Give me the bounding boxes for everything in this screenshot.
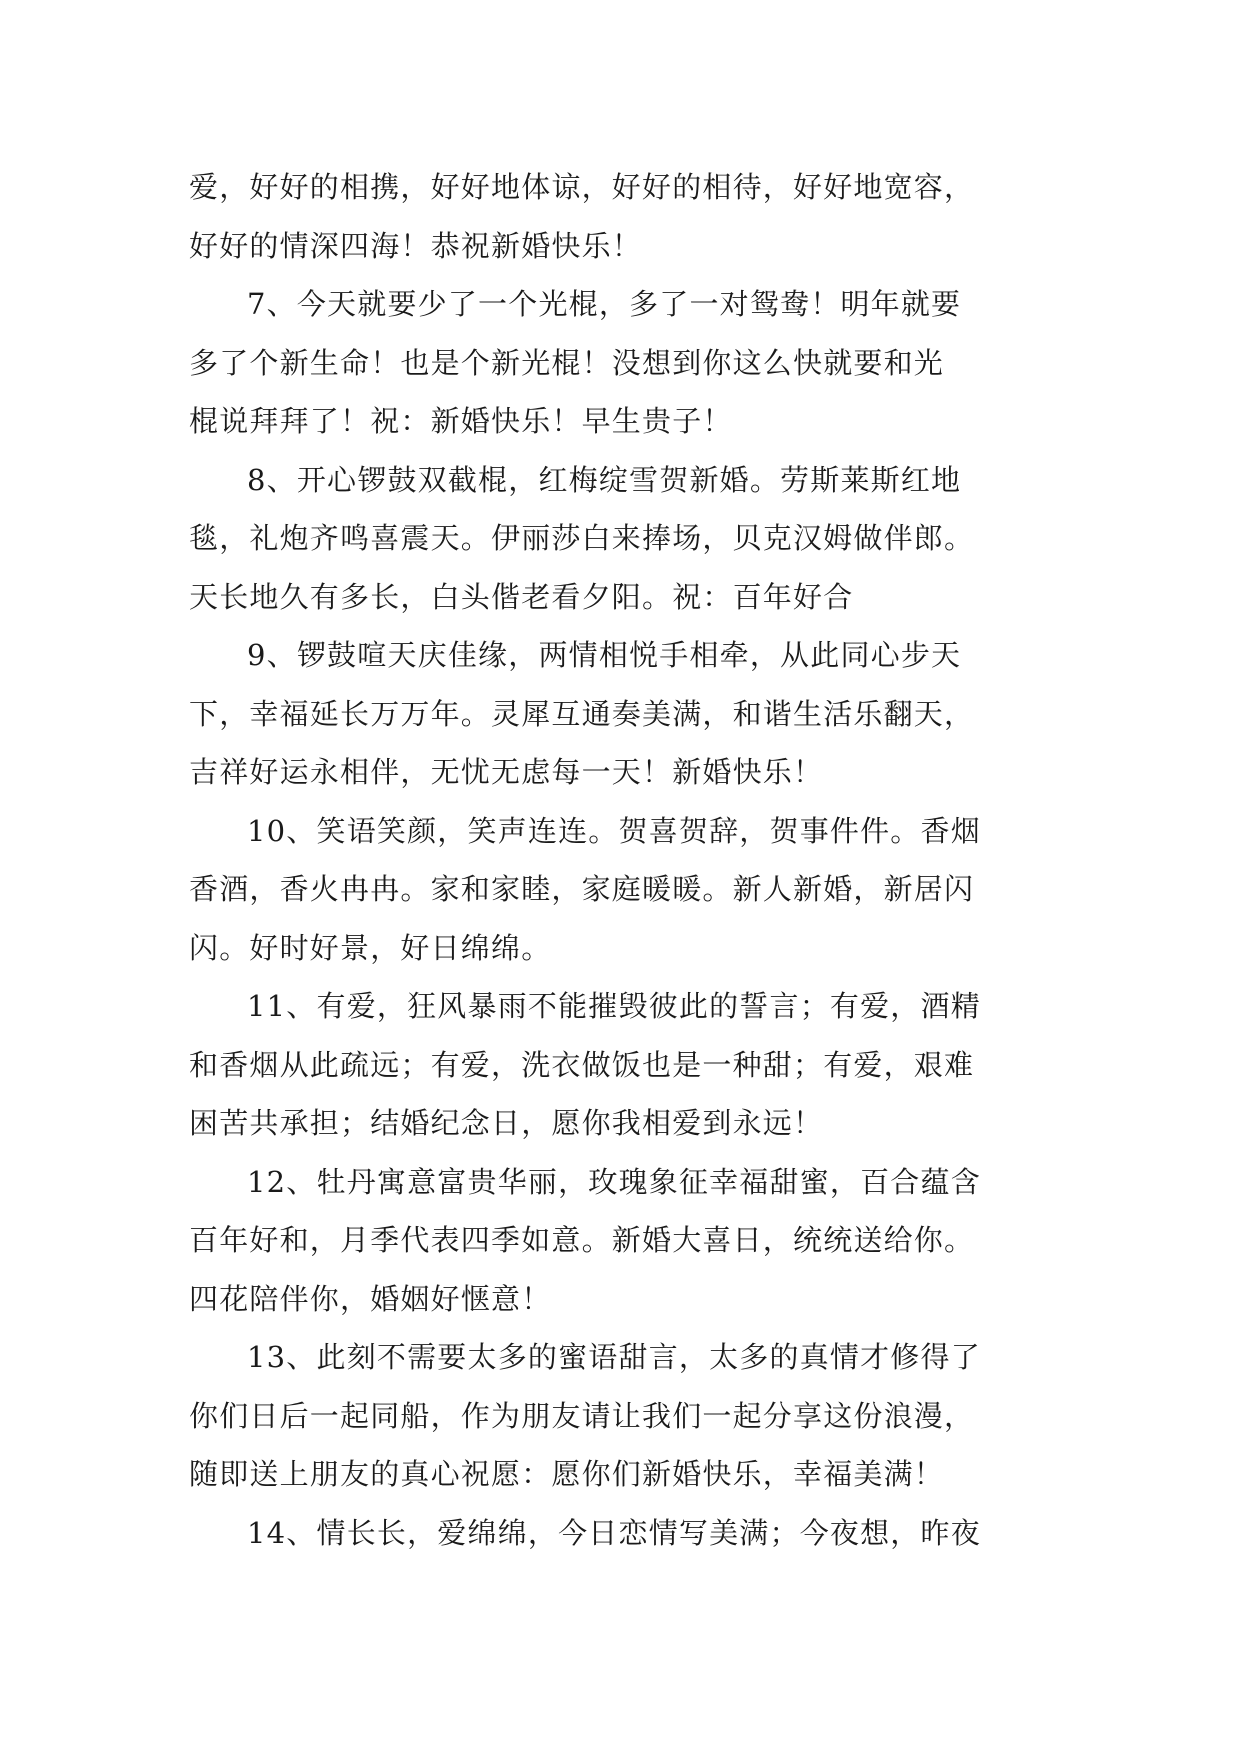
body-text	[189, 158, 1059, 1562]
text-line: 多了个新生命！也是个新光棍！没想到你这么快就要和光	[189, 345, 945, 380]
text-line: 7、今天就要少了一个光棍，多了一对鸳鸯！明年就要	[247, 287, 962, 321]
text-line: 下，幸福延长万万年。灵犀互通奏美满，和谐生活乐翻天，	[189, 696, 975, 731]
text-line: 13、此刻不需要太多的蜜语甜言，太多的真情才修得了	[247, 1340, 981, 1374]
text-line: 四花陪伴你，婚姻好惬意！	[189, 1281, 552, 1316]
text-line: 好好的情深四海！恭祝新婚快乐！	[189, 228, 643, 263]
text-line: 12、牡丹寓意富贵华丽，玫瑰象征幸福甜蜜，百合蕴含	[247, 1164, 981, 1199]
text-line: 10、笑语笑颜，笑声连连。贺喜贺辞，贺事件件。香烟	[247, 813, 981, 848]
text-line: 香酒，香火冉冉。家和家睦，家庭暖暖。新人新婚，新居闪	[189, 872, 975, 906]
text-line: 随即送上朋友的真心祝愿：愿你们新婚快乐，幸福美满！	[189, 1457, 945, 1491]
text-line: 百年好和，月季代表四季如意。新婚大喜日，统统送给你。	[189, 1223, 975, 1257]
text-line: 棍说拜拜了！祝：新婚快乐！早生贵子！	[189, 404, 733, 438]
text-line: 8、开心锣鼓双截棍，红梅绽雪贺新婚。劳斯莱斯红地	[247, 462, 962, 497]
text-line: 11、有爱，狂风暴雨不能摧毁彼此的誓言；有爱，酒精	[247, 989, 981, 1023]
text-line: 毯，礼炮齐鸣喜震天。伊丽莎白来捧场，贝克汉姆做伴郎。	[189, 521, 975, 555]
text-line: 困苦共承担；结婚纪念日，愿你我相爱到永远！	[189, 1106, 824, 1140]
text-line: 9、锣鼓喧天庆佳缘，两情相悦手相牵，从此同心步天	[247, 638, 962, 672]
text-line: 爱，好好的相携，好好地体谅，好好的相待，好好地宽容，	[189, 170, 975, 204]
text-line: 闪。好时好景，好日绵绵。	[189, 930, 552, 965]
text-line: 吉祥好运永相伴，无忧无虑每一天！新婚快乐！	[189, 755, 824, 789]
text-line: 你们日后一起同船，作为朋友请让我们一起分享这份浪漫，	[189, 1398, 975, 1433]
text-line: 天长地久有多长，白头偕老看夕阳。祝：百年好合	[189, 579, 854, 614]
text-line: 和香烟从此疏远；有爱，洗衣做饭也是一种甜；有爱，艰难	[189, 1047, 975, 1082]
text-line: 14、情长长，爱绵绵，今日恋情写美满；今夜想，昨夜	[247, 1515, 981, 1550]
